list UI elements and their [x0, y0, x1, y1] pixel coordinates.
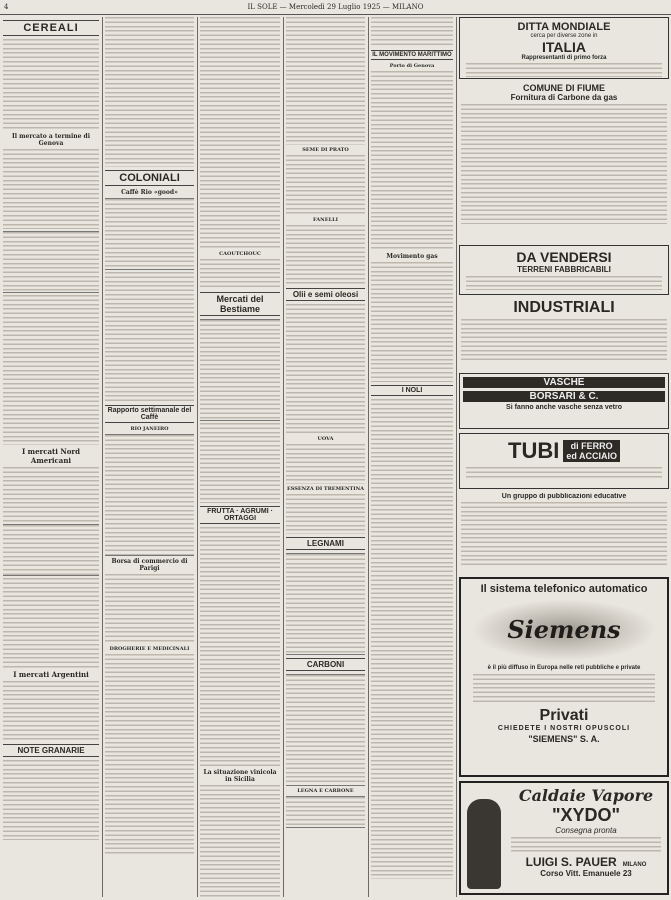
ad-small-text	[466, 467, 662, 479]
ad-siemens	[459, 577, 669, 777]
text-block	[200, 527, 280, 767]
ad-line: Corso Vitt. Emanuele 23	[540, 869, 632, 878]
subhead-nordamericani: I mercati Nord Americani	[21, 447, 81, 465]
column-rule	[197, 17, 198, 897]
ad-title: COMUNE DI FIUME	[523, 83, 605, 93]
subhead-fanelli: FANELLI	[313, 217, 338, 223]
ad-line: Fornitura di Carbone da gas	[510, 93, 618, 102]
ad-title: Il sistema telefonico automatico	[480, 583, 648, 595]
subhead-uova: UOVA	[317, 436, 334, 442]
price-table	[105, 434, 194, 556]
column-coloniali	[105, 17, 194, 897]
ad-line: MILANO	[622, 862, 647, 868]
text-block	[105, 574, 194, 644]
ad-line: Privati	[539, 707, 589, 724]
ad-title: INDUSTRIALI	[513, 299, 615, 316]
price-table	[105, 198, 194, 270]
subhead-legna: LEGNA E CARBONE	[297, 788, 354, 794]
price-table	[200, 319, 280, 421]
subhead-argentini: I mercati Argentini	[13, 670, 89, 679]
text-block	[105, 17, 194, 167]
column-ads	[459, 17, 669, 897]
text-block	[286, 304, 365, 434]
price-table	[3, 231, 99, 293]
ad-title: Un gruppo di pubblicazioni educative	[501, 493, 627, 500]
text-block	[286, 155, 365, 215]
ad-line: "SIEMENS" S. A.	[528, 734, 600, 744]
ad-line: TERRENI FABBRICABILI	[517, 265, 611, 274]
ad-title: DITTA MONDIALE	[517, 21, 611, 33]
subhead-borsa: Borsa di commercio di Parigi	[111, 558, 188, 572]
ad-line: di FERRO	[570, 441, 613, 451]
ad-small-text	[461, 104, 667, 224]
text-block	[3, 149, 99, 229]
siemens-logo: Siemens	[507, 615, 621, 644]
text-block	[3, 467, 99, 522]
subhead-genova: Il mercato a termine di Genova	[11, 133, 90, 147]
column-rule	[456, 17, 457, 897]
subhead-rio: RIO JANEIRO	[130, 426, 169, 432]
subhead-caffe: Caffè Rio «good»	[121, 189, 178, 196]
column-cereali	[3, 17, 99, 897]
ad-line: ITALIA	[541, 39, 587, 55]
column-rule	[102, 17, 103, 897]
text-block	[286, 17, 365, 145]
ad-xydo	[459, 781, 669, 895]
section-title-noli: I NOLI	[371, 385, 453, 396]
ad-line: "XYDO"	[551, 805, 621, 825]
section-title-legnami: LEGNAMI	[286, 537, 365, 550]
column-bestiame	[200, 17, 280, 897]
masthead-line: IL SOLE — Mercoledì 29 Luglio 1925 — MILANO	[247, 3, 424, 11]
ad-line: cerca per diverse zone in	[530, 33, 598, 39]
section-title-rapporto: Rapporto settimanale del Caffè	[105, 405, 194, 423]
globe-illustration	[471, 599, 657, 661]
subhead-gas: Movimento gas	[386, 253, 438, 260]
ad-small-text	[466, 63, 662, 77]
section-title-marittimo: IL MOVIMENTO MARITTIMO	[372, 52, 452, 58]
page-number: 4	[4, 3, 9, 11]
ad-title: DA VENDERSI	[516, 249, 612, 265]
text-block	[371, 262, 453, 382]
ad-line: è il più diffuso in Europa nelle reti pubbliche e private	[487, 665, 641, 671]
ad-da-vendersi	[459, 245, 669, 295]
subhead-resina: ESSENZA DI TREMENTINA	[286, 486, 365, 492]
column-olii	[286, 17, 365, 897]
ad-industriali	[459, 299, 669, 369]
section-title-cereali: CEREALI	[3, 20, 99, 36]
ad-title: Caldaie Vapore	[518, 786, 654, 805]
column-rule	[283, 17, 284, 897]
text-block	[3, 295, 99, 445]
ad-line: LUIGI S. PAUER	[525, 855, 617, 869]
ad-line: Consegna pronta	[555, 826, 617, 835]
ad-title: TUBI	[508, 438, 560, 463]
price-table	[286, 553, 365, 655]
boiler-illustration	[467, 799, 501, 889]
ad-line: ed ACCIAIO	[566, 451, 617, 461]
price-table	[3, 524, 99, 576]
text-block	[200, 17, 280, 249]
text-block	[286, 494, 365, 534]
text-block	[3, 39, 99, 131]
text-block	[200, 785, 280, 897]
ad-small-text	[511, 837, 661, 853]
text-block	[105, 272, 194, 402]
subhead-caoutchouc: CAOUTCHOUC	[219, 251, 261, 257]
section-title-olii: Olii e semi oleosi	[286, 288, 365, 301]
text-block	[3, 760, 99, 840]
section-title-granarie: NOTE GRANARIE	[3, 744, 99, 757]
text-block	[200, 259, 280, 289]
ad-comune-fiume	[459, 83, 669, 243]
text-block	[200, 423, 280, 503]
subhead-porto: Porto di Genova	[389, 63, 435, 69]
ad-line: BORSARI & C.	[463, 391, 665, 402]
ad-ditta-mondiale	[459, 17, 669, 79]
ad-line: Rappresentanti di primo forza	[521, 55, 607, 61]
ad-pubblicazioni	[459, 493, 669, 573]
text-block	[371, 71, 453, 251]
page-header	[0, 0, 671, 15]
ad-small-text	[461, 319, 667, 361]
section-title-bestiame: Mercati del Bestiame	[200, 292, 280, 316]
price-table	[286, 796, 365, 828]
price-table	[286, 674, 365, 786]
text-block	[371, 17, 453, 47]
ad-tubi	[459, 433, 669, 489]
section-title-carboni: CARBONI	[286, 658, 365, 671]
text-block	[3, 578, 99, 668]
ad-line: CHIEDETE I NOSTRI OPUSCOLI	[497, 725, 631, 732]
ad-small-text	[461, 502, 667, 566]
ad-vasche	[459, 373, 669, 429]
text-block	[371, 399, 453, 879]
section-title-coloniali: COLONIALI	[105, 170, 194, 186]
column-marittimo	[371, 17, 453, 897]
subhead-vinicola: La situazione vinicola in Sicilia	[203, 769, 277, 783]
text-block	[105, 654, 194, 854]
ad-title: VASCHE	[463, 377, 665, 388]
column-rule	[368, 17, 369, 897]
ad-small-text	[466, 276, 662, 290]
text-block	[3, 681, 99, 741]
subhead-droghe: DROGHERIE E MEDICINALI	[109, 646, 190, 652]
text-block	[286, 225, 365, 285]
subhead-seme: SEME DI PRATO	[302, 147, 349, 153]
section-title-frutta: FRUTTA · AGRUMI · ORTAGGI	[200, 506, 280, 524]
ad-line: Si fanno anche vasche senza vetro	[506, 404, 622, 411]
ad-small-text	[473, 674, 655, 704]
text-block	[286, 444, 365, 484]
